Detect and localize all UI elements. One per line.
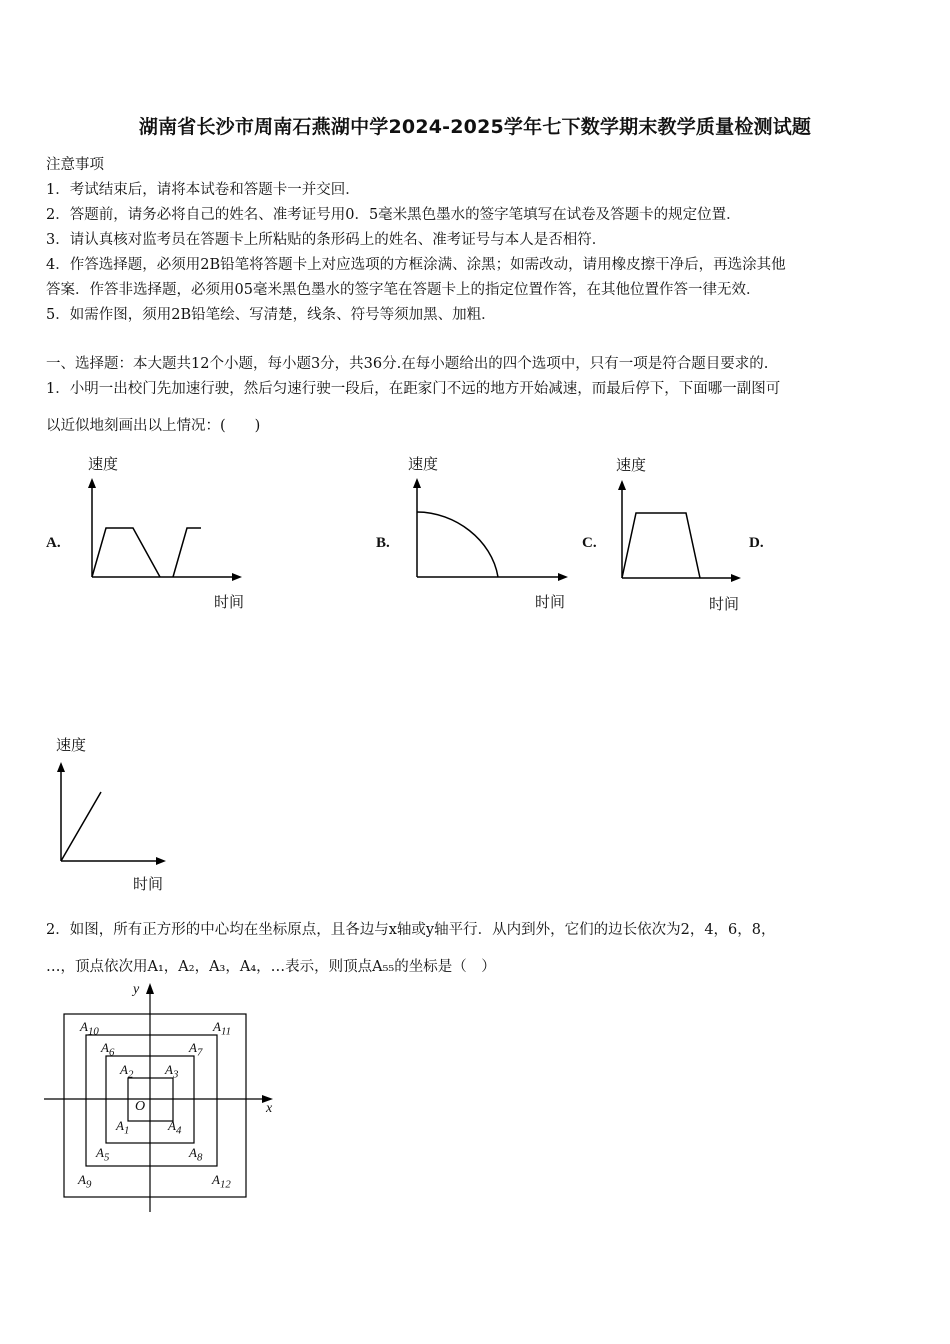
option-a-label: A.: [46, 535, 61, 551]
section-heading: 一、选择题：本大题共12个小题，每小题3分，共36分.在每小题给出的四个选项中，只有一项是符合题目要求的.: [46, 356, 769, 372]
vertex-label: $A_7$: [189, 1040, 203, 1059]
question-1-text: 1．小明一出校门先加速行驶，然后匀速行驶一段后，在距家门不远的地方开始减速，而最后停下，下面哪一副图可: [46, 381, 781, 397]
option-b-label: B.: [376, 535, 390, 551]
graph-c-x-label: 时间: [709, 595, 740, 613]
vertex-label: $A_1$: [116, 1118, 130, 1137]
notice-item: 4．作答选择题，必须用2B铅笔将答题卡上对应选项的方框涂满、涂黑；如需改动，请用橡皮擦干净后，再选涂其他: [46, 257, 786, 273]
vertex-label: $A_{10}$: [80, 1019, 99, 1038]
page-title: 湖南省长沙市周南石燕湖中学2024-2025学年七下数学期末教学质量检测试题: [138, 116, 812, 138]
question-2-text-2: …，顶点依次用A₁，A₂，A₃，A₄，…表示，则顶点A₅₅的坐标是（ ）: [46, 959, 496, 975]
x-axis-label: x: [266, 1101, 273, 1116]
vertex-label: $A_8$: [189, 1145, 203, 1164]
notice-item: 答案．作答非选择题，必须用05毫米黑色墨水的签字笔在答题卡上的指定位置作答，在其他位置作答一律无效．: [46, 282, 761, 298]
notice-item: 3．请认真核对监考员在答题卡上所粘贴的条形码上的姓名、准考证号与本人是否相符．: [46, 232, 607, 248]
vertex-label: $A_9$: [78, 1172, 92, 1191]
graph-d-y-label: 速度: [56, 736, 87, 754]
graph-d-x-label: 时间: [133, 875, 164, 893]
y-axis-label: y: [133, 982, 140, 997]
vertex-label: $A_6$: [101, 1040, 115, 1059]
origin-label: O: [135, 1099, 146, 1114]
option-d-label: D.: [749, 535, 764, 551]
vertex-label: $A_2$: [120, 1062, 134, 1081]
vertex-label: $A_{12}$: [212, 1172, 231, 1191]
notice-item: 1．考试结束后，请将本试卷和答题卡一并交回．: [46, 182, 360, 198]
notice-item: 2．答题前，请务必将自己的姓名、准考证号用0．5毫米黑色墨水的签字笔填写在试卷及答题卡的规定位置．: [46, 207, 741, 223]
question-1-text-2: 以近似地刻画出以上情况：( ): [46, 418, 261, 434]
graph-a-y-label: 速度: [88, 455, 119, 473]
notice-heading: 注意事项: [46, 157, 104, 173]
notice-item: 5．如需作图，须用2B铅笔绘、写清楚，线条、符号等须加黑、加粗．: [46, 307, 496, 323]
question-2-text: 2．如图，所有正方形的中心均在坐标原点，且各边与x轴或y轴平行．从内到外，它们的边长依次为2，4，6，8，: [46, 922, 776, 938]
vertex-label: $A_3$: [165, 1062, 179, 1081]
vertex-label: $A_{11}$: [213, 1019, 231, 1038]
vertex-label: $A_5$: [96, 1145, 110, 1164]
graph-a-x-label: 时间: [214, 593, 245, 611]
option-c-label: C.: [582, 535, 597, 551]
graph-c-y-label: 速度: [616, 456, 647, 474]
graph-b-x-label: 时间: [535, 593, 566, 611]
vertex-label: $A_4$: [168, 1118, 182, 1137]
graph-b-y-label: 速度: [408, 455, 439, 473]
